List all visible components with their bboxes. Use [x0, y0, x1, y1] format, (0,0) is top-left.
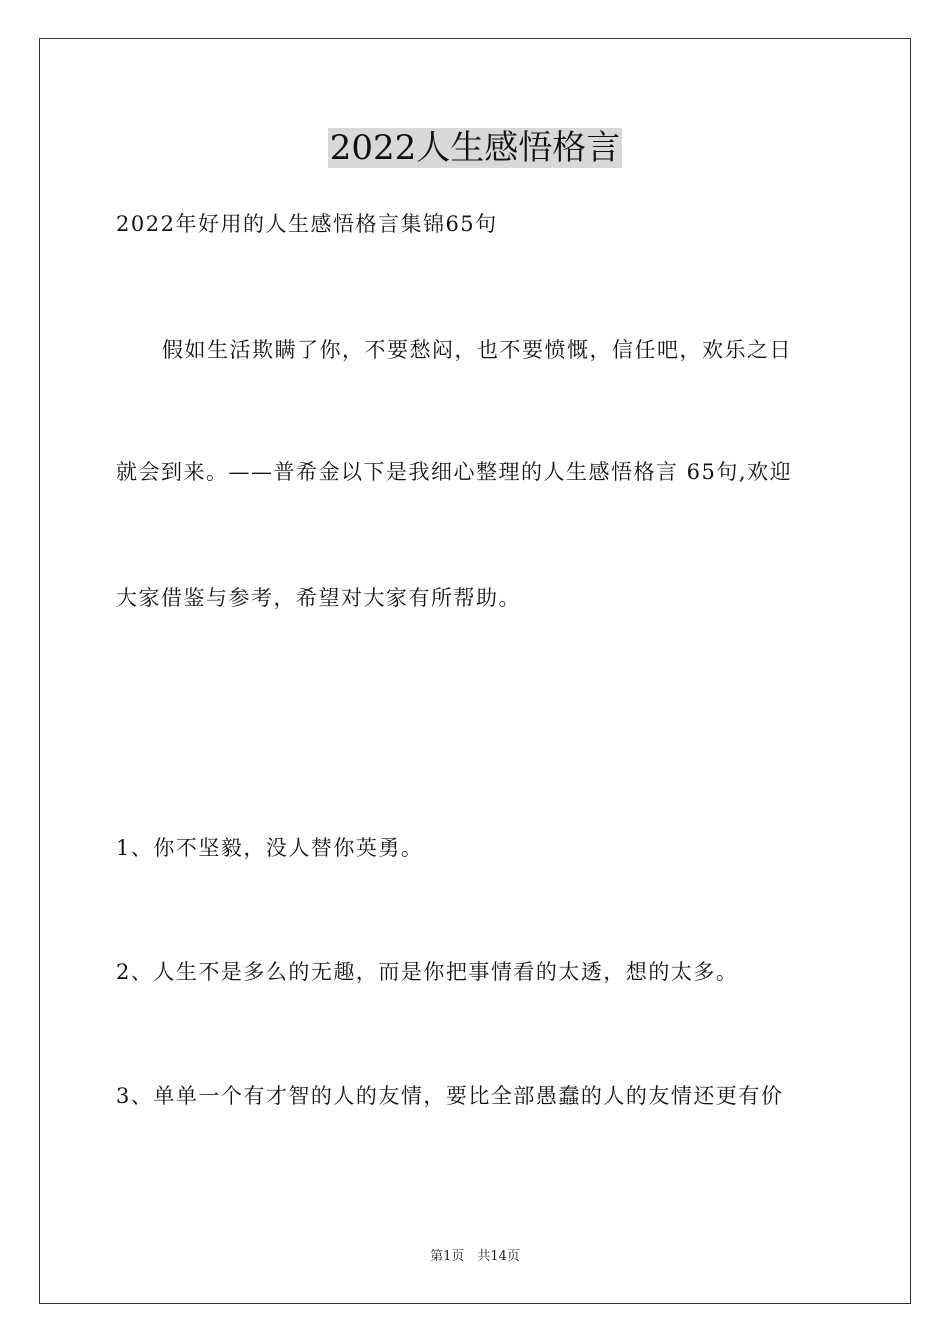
intro-line-3: 大家借鉴与参考，希望对大家有所帮助。	[116, 586, 521, 610]
page-footer: 第1页 共14页	[430, 1249, 520, 1264]
document-title-text: 2022人生感悟格言	[329, 128, 621, 168]
document-subtitle: 2022年好用的人生感悟格言集锦65句	[116, 212, 498, 236]
list-item: 1、你不坚毅，没人替你英勇。	[116, 836, 424, 860]
list-item: 3、单单一个有才智的人的友情，要比全部愚蠢的人的友情还更有价	[116, 1084, 784, 1108]
document-title	[0, 128, 950, 168]
intro-line-2: 就会到来。——普希金以下是我细心整理的人生感悟格言 65句,欢迎	[116, 460, 793, 484]
list-item: 2、人生不是多么的无趣，而是你把事情看的太透，想的太多。	[116, 960, 739, 984]
intro-line-1: 假如生活欺瞒了你，不要愁闷，也不要愤慨，信任吧，欢乐之日	[162, 338, 792, 362]
